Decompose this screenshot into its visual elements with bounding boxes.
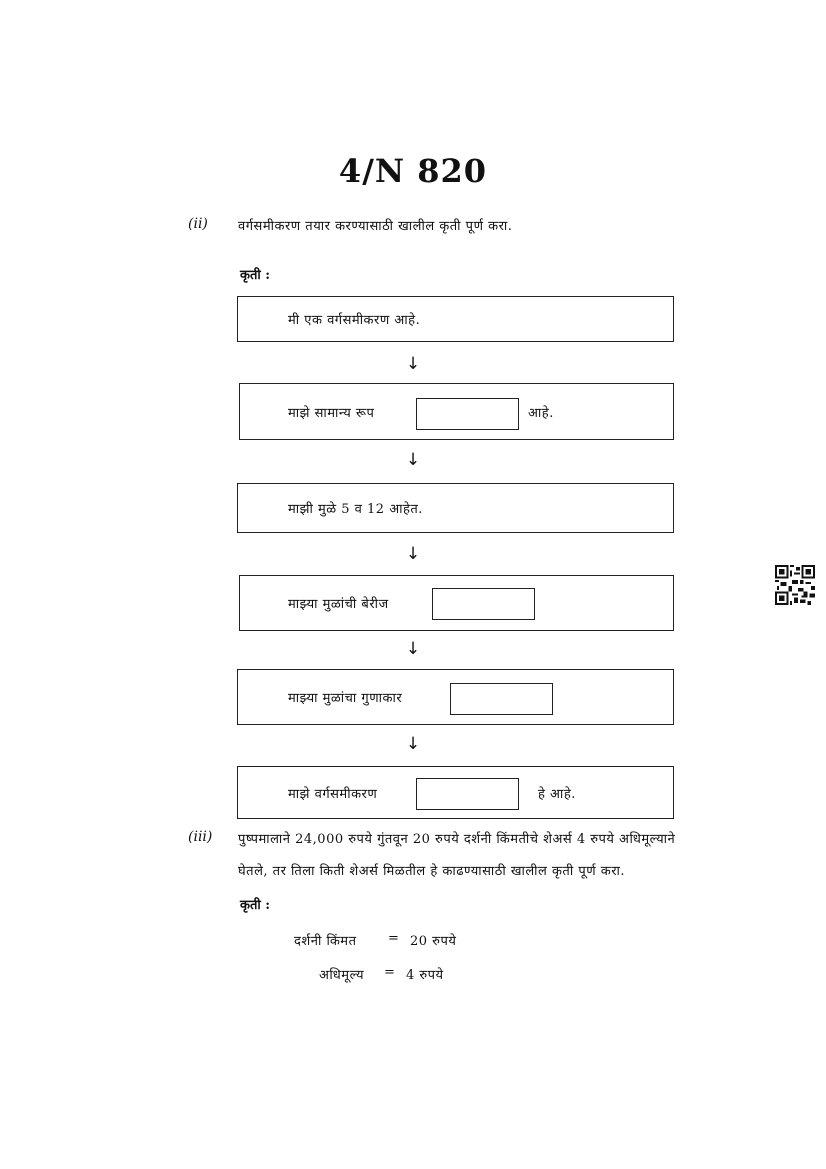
flow-box-2 (239, 383, 674, 440)
answer-blank-product-of-roots[interactable] (450, 683, 553, 715)
flow-box-6 (237, 766, 674, 819)
qr-code-icon (775, 565, 815, 605)
face-value-label: दर्शनी किंमत (294, 934, 357, 949)
premium-label: अधिमूल्य (319, 968, 365, 983)
question-text-iii-line2: घेतले, तर तिला किती शेअर्स मिळतील हे काढण्यासाठी खालील कृती पूर्ण करा. (238, 864, 626, 879)
flow-box-6-suffix: हे आहे. (538, 786, 576, 802)
question-number-iii: (iii) (188, 829, 213, 845)
flow-box-1 (237, 296, 674, 342)
answer-blank-sum-of-roots[interactable] (432, 588, 535, 620)
answer-blank-quadratic-equation[interactable] (416, 778, 519, 810)
activity-label-iii: कृती : (240, 898, 271, 913)
flow-box-6-text: माझे वर्गसमीकरण (288, 786, 378, 802)
down-arrow-icon: ↓ (405, 734, 421, 754)
premium-amount: 4 रुपये (406, 968, 444, 983)
activity-label-ii: कृती : (240, 268, 271, 283)
flow-box-5 (237, 669, 674, 725)
flow-box-4-text: माझ्या मुळांची बेरीज (288, 597, 389, 612)
question-number-ii: (ii) (188, 216, 208, 232)
flow-box-1-text: मी एक वर्गसमीकरण आहे. (288, 313, 421, 328)
flow-box-2-text: माझे सामान्य रूप (288, 405, 375, 421)
face-value-amount: 20 रुपये (410, 934, 457, 949)
flow-box-3-text: माझी मुळे 5 व 12 आहेत. (288, 502, 423, 517)
flow-box-2-suffix: आहे. (528, 405, 554, 421)
flow-box-4 (239, 575, 674, 631)
page-title: 4/N 820 (338, 152, 488, 190)
question-text-ii: वर्गसमीकरण तयार करण्यासाठी खालील कृती पूर्ण करा. (238, 219, 513, 234)
flow-box-5-text: माझ्या मुळांचा गुणाकार (288, 691, 403, 706)
down-arrow-icon: ↓ (405, 639, 421, 659)
flow-box-3 (237, 483, 674, 533)
down-arrow-icon: ↓ (405, 544, 421, 564)
question-text-iii-line1: पुष्पमालाने 24,000 रुपये गुंतवून 20 रुपये दर्शनी किंमतीचे शेअर्स 4 रुपये अधिमूल्याने (238, 832, 676, 847)
equals-sign: = (384, 965, 396, 980)
answer-blank-general-form[interactable] (416, 398, 519, 430)
down-arrow-icon: ↓ (405, 354, 421, 374)
equals-sign: = (388, 931, 400, 946)
down-arrow-icon: ↓ (405, 450, 421, 470)
